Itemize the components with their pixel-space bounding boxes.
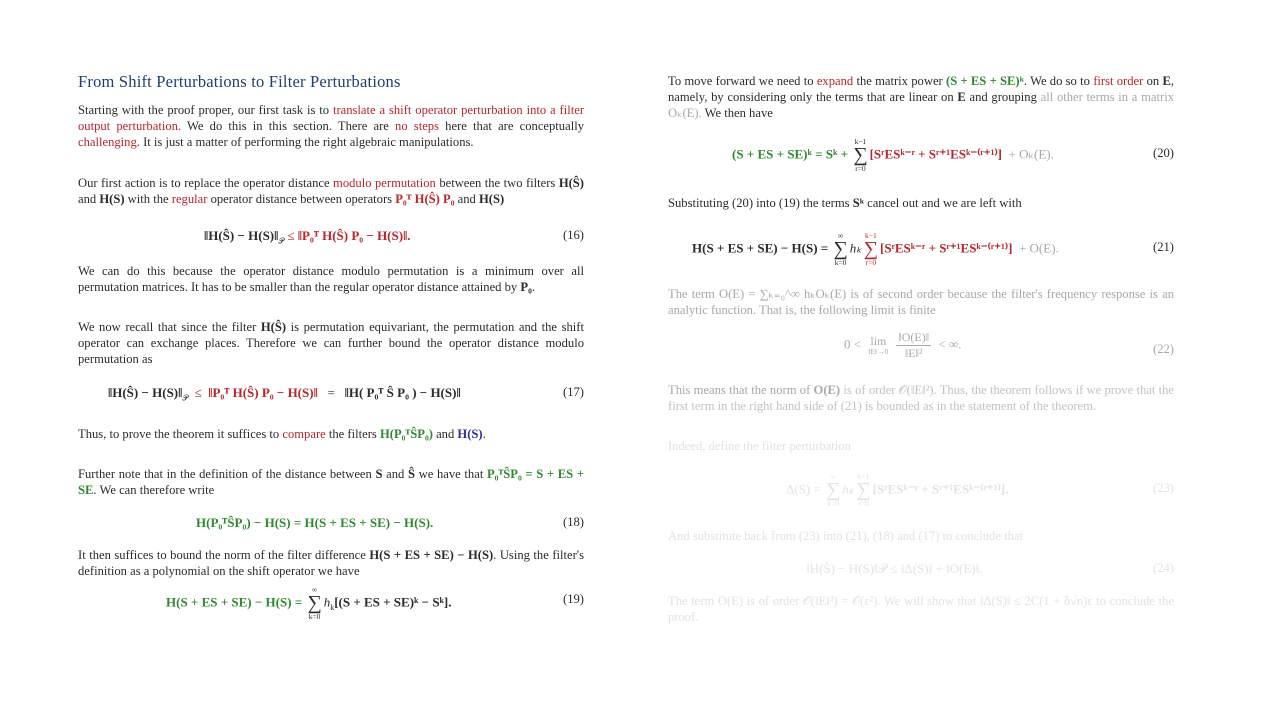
math: ‖H(Ŝ) − H(S)‖: [204, 228, 279, 243]
math-operator: =: [327, 385, 335, 400]
text: We then have: [701, 106, 773, 120]
math-operator: ≤: [284, 228, 298, 243]
math: (S + ES + SE)ᵏ = Sᵏ +: [732, 146, 849, 162]
text: .: [531, 280, 535, 294]
faded-text: all other terms in a matrix Oₖ(E).: [668, 90, 1174, 120]
highlight-text: expand: [816, 74, 854, 88]
equation-number: (20): [1153, 146, 1174, 160]
paragraph-compare: [78, 426, 584, 442]
math-subscript: 𝒫: [182, 393, 189, 403]
text: and: [382, 467, 408, 481]
equation-number: (19): [563, 592, 584, 606]
text: with the: [124, 192, 172, 206]
math-inline: (S + ES + SE)ᵏ: [946, 74, 1024, 88]
sum-upper: ∞: [311, 585, 318, 594]
sum-upper: ∞: [830, 472, 836, 481]
text: and: [432, 427, 458, 441]
text: here that are conceptually: [439, 119, 584, 133]
paragraph-equivariant: [78, 319, 584, 367]
fraction-numerator: ‖O(E)‖: [898, 330, 930, 344]
sum-upper: k−1: [854, 137, 867, 146]
text: the matrix power: [853, 74, 946, 88]
equation-body: [166, 586, 452, 621]
faded-math: + O(E).: [1018, 240, 1059, 256]
equation-number: (16): [563, 228, 584, 242]
paragraph-substitute-back: And substitute back from (23) into (21), (18) and (17) to conclude that: [668, 529, 1023, 543]
summation: [826, 473, 840, 508]
equation-16: [78, 228, 584, 258]
paragraph-second-order: The term O(E) = ∑ₖ₌₀^∞ hₖOₖ(E) is of second order because the filter's frequency response is an analytic function. That is, the following limit is finite: [668, 287, 1174, 317]
equation-17: [78, 385, 584, 415]
equation-21: [668, 231, 1174, 270]
text: To move forward we need to: [668, 74, 817, 88]
equation-number: (17): [563, 385, 584, 399]
sigma-symbol: ∑: [853, 144, 868, 166]
text: . We can therefore write: [93, 483, 215, 497]
summation: [833, 232, 847, 267]
text: . Using the filter's definition as a polynomial on the shift operator we have: [78, 548, 584, 578]
math-inline: H(P₀ᵀŜP₀): [379, 427, 433, 441]
paragraph-polynomial: [78, 547, 584, 579]
text: between the two filters: [435, 176, 559, 190]
highlight-text: first order: [1093, 74, 1144, 88]
equation-body: [204, 228, 411, 247]
math-inline: Sᵏ: [852, 196, 864, 210]
limit-operator: lim: [870, 334, 887, 348]
sum-lower: k=0: [834, 258, 847, 267]
sigma-symbol: ∑: [856, 479, 871, 501]
summation: [856, 473, 870, 508]
sum-lower: k=0: [827, 499, 840, 508]
equation-body: [844, 330, 961, 361]
equation-24: [668, 561, 1174, 591]
math-inline: H(Ŝ): [558, 176, 584, 190]
equation-18: [78, 515, 584, 545]
text: It then suffices to bound the norm of the filter difference: [78, 548, 370, 562]
math-subscript: 𝒫: [278, 236, 285, 246]
sigma-symbol: ∑: [307, 592, 322, 614]
sum-upper: k−1: [865, 231, 877, 240]
text: the filters: [325, 427, 380, 441]
math: ‖P₀ᵀ H(Ŝ) P₀ − H(S)‖: [208, 385, 318, 400]
equation-19: [78, 585, 584, 622]
sigma-symbol: ∑: [833, 238, 848, 260]
text: on: [1143, 74, 1163, 88]
math-subscript: k: [330, 603, 335, 613]
equation-number: (22): [1153, 342, 1174, 356]
paragraph-substitute: [668, 195, 1174, 211]
equation-body: H(P₀ᵀŜP₀) − H(S) = H(S + ES + SE) − H(S).: [196, 515, 434, 530]
equation-body: [692, 232, 1059, 267]
highlight-text: challenging: [78, 135, 137, 149]
faded-math: + Oₖ(E).: [1008, 146, 1054, 162]
math-inline: E: [1162, 74, 1171, 88]
paragraph-expand: [668, 73, 1174, 121]
math: Δ(S) =: [786, 481, 821, 497]
text: Further note that in the definition of the distance between: [78, 467, 376, 481]
equation-number: (24): [1153, 561, 1174, 575]
paragraph-distance-definition: [78, 466, 584, 498]
text: and: [78, 192, 100, 206]
equation-number: (23): [1153, 481, 1174, 495]
math-inline: E: [957, 90, 966, 104]
sum-lower: k=0: [308, 612, 321, 621]
math: hₖ: [849, 240, 862, 256]
math-inline: Ŝ: [407, 467, 415, 481]
paragraph-order: [668, 382, 1174, 414]
equation-22: [668, 330, 1174, 364]
text: cancel out and we are left with: [863, 196, 1022, 210]
equation-body: [786, 473, 1008, 508]
sum-lower: r=0: [855, 164, 866, 173]
math-inline: P₀ᵀŜP₀ = S + ES + SE: [78, 467, 585, 497]
math-inline: H(S): [478, 192, 505, 206]
paragraph-conclusion: The term O(E) is of order 𝒪(‖E‖²) = 𝒪(ε²). We will show that ‖Δ(S)‖ ≤ 2C(1 + δ√n)ε to conclude the proof.: [668, 594, 1174, 624]
math-inline: P₀: [520, 280, 532, 294]
math: ‖H(Ŝ) − H(S)‖: [108, 385, 183, 400]
equation-body: ‖H(Ŝ) − H(S)‖𝒫 ≤ ‖Δ(S)‖ + ‖O(E)‖.: [806, 561, 983, 576]
math-inline: P₀ᵀ H(Ŝ) P₀: [395, 192, 455, 206]
highlight-text: compare: [282, 427, 326, 441]
paragraph-define-perturbation: Indeed, define the filter perturbation: [668, 439, 851, 453]
math-inline: S: [375, 467, 383, 481]
equation-number: (21): [1153, 240, 1174, 254]
equation-20: [668, 137, 1174, 176]
faded-text: This means that the norm of: [668, 383, 814, 397]
summation: [853, 138, 867, 173]
text: . It is just a matter of performing the right algebraic manipulations.: [136, 135, 474, 149]
math: h: [323, 594, 331, 610]
faded-math: O(E): [813, 383, 841, 397]
math: H(S + ES + SE) − H(S) =: [692, 240, 829, 256]
math-operator: ≤: [194, 385, 202, 400]
text: Starting with the proof proper, our first task is to: [78, 103, 333, 117]
text: . We do so to: [1023, 74, 1094, 88]
paragraph-replace-distance: [78, 175, 584, 207]
text: Substituting (20) into (19) the terms: [668, 196, 853, 210]
math-inline: H(S): [457, 427, 483, 441]
math: [(S + ES + SE)ᵏ − Sᵏ].: [334, 594, 452, 610]
paragraph-intro: [78, 102, 584, 150]
math: hₖ: [842, 481, 855, 497]
summation: [864, 232, 878, 267]
equation-23: [668, 472, 1174, 511]
fraction-denominator: ‖E‖²: [904, 346, 923, 360]
faded-text: is bounded as in the statement of the theorem.: [861, 399, 1097, 413]
summation: [307, 586, 321, 621]
sigma-symbol: ∑: [826, 479, 841, 501]
text: Thus, to prove the theorem it suffices to: [78, 427, 283, 441]
equation-body: [108, 385, 461, 404]
math: ‖H( P₀ᵀ Ŝ P₀ ) − H(S)‖: [344, 385, 461, 400]
text: We can do this because the operator distance modulo permutation is a minimum over all permutation matrices. It has to be smaller than the regular operator distance attained by: [78, 264, 584, 294]
math: 0 <: [844, 336, 862, 352]
sum-upper: k−1: [857, 472, 870, 481]
text: .: [482, 427, 486, 441]
faded-highlight: first term in the right hand side of (21): [668, 399, 862, 413]
text: we have that: [415, 467, 487, 481]
math: [SʳESᵏ⁻ʳ + Sʳ⁺¹ESᵏ⁻⁽ʳ⁺¹⁾]: [869, 146, 1003, 162]
limit-subscript: ‖E‖→0: [868, 347, 889, 356]
equation-number: (18): [563, 515, 584, 529]
math: [SʳESᵏ⁻ʳ + Sʳ⁺¹ESᵏ⁻⁽ʳ⁺¹⁾]: [880, 240, 1013, 256]
text: and grouping: [965, 90, 1041, 104]
limit: [868, 335, 888, 356]
math-inline: H(Ŝ): [260, 320, 287, 334]
text: We now recall that since the filter: [78, 320, 261, 334]
section-title: From Shift Perturbations to Filter Perturbations: [78, 72, 401, 91]
text: operator distance between operators: [207, 192, 396, 206]
fraction: [896, 330, 931, 361]
text: We do this in this section. There are: [181, 119, 396, 133]
text: is permutation equivariant, the permutation and the shift operator can exchange places. Therefore we can further bound the operator distance modulo permutation as: [78, 320, 584, 366]
math: < ∞.: [938, 336, 962, 352]
text: , namely, by considering only the terms that are linear on: [668, 74, 1175, 104]
text: Our first action is to replace the operator distance: [78, 176, 334, 190]
highlight-text: modulo permutation: [333, 176, 436, 190]
faded-text: is of order 𝒪(‖E‖²). Thus, the theorem follows if we prove that the: [840, 383, 1174, 397]
sigma-symbol: ∑: [863, 238, 879, 260]
text: and: [454, 192, 479, 206]
sum-lower: r=0: [858, 499, 869, 508]
math: H(S + ES + SE) − H(S) =: [166, 594, 303, 610]
math-inline: H(S): [99, 192, 125, 206]
highlight-text: translate a shift operator perturbation into a filter output perturbation.: [78, 103, 585, 133]
math: ‖P₀ᵀ H(Ŝ) P₀ − H(S)‖.: [297, 228, 411, 243]
highlight-text: no steps: [395, 119, 439, 133]
highlight-text: regular: [171, 192, 208, 206]
math-inline: H(S + ES + SE) − H(S): [369, 548, 494, 562]
sum-upper: ∞: [837, 231, 844, 240]
paragraph-minimum: [78, 263, 584, 295]
math: [SʳESᵏ⁻ʳ + Sʳ⁺¹ESᵏ⁻⁽ʳ⁺¹⁾].: [872, 481, 1009, 497]
sum-lower: r=0: [865, 258, 877, 267]
equation-body: [732, 138, 1054, 173]
